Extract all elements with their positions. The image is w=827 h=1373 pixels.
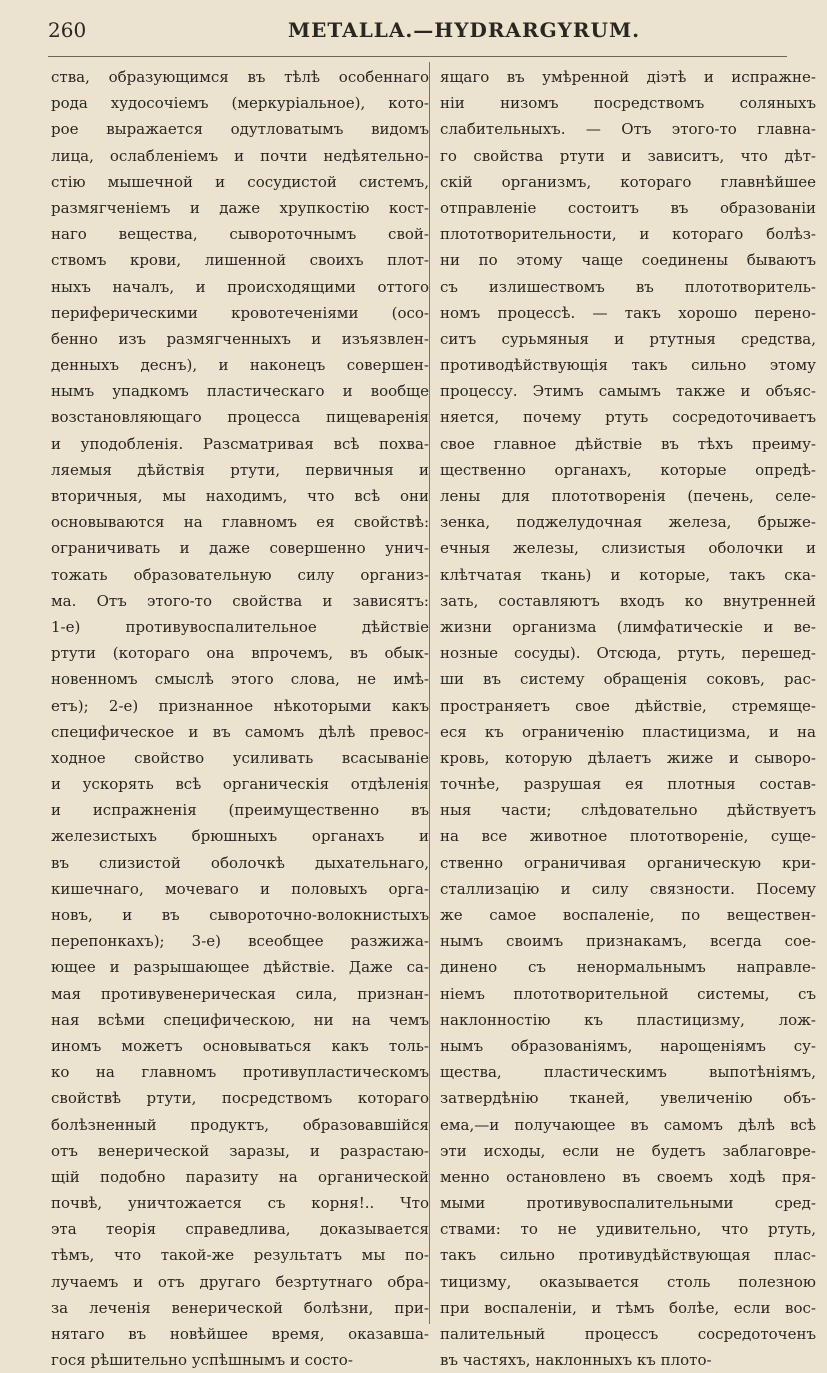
text-line: отправленіе состоитъ въ образованіи: [440, 198, 816, 217]
text-line: такъ сильно противудѣйствующая плас-: [440, 1246, 816, 1265]
text-line: зать, составляютъ входъ ко внутренней: [440, 591, 816, 610]
text-line: мая противувенерическая сила, признан-: [51, 984, 429, 1003]
text-line: динено съ ненормальнымъ направле-: [440, 958, 816, 977]
text-line: пространяетъ свое дѣйствіе, стремяще-: [440, 696, 816, 715]
text-line: свое главное дѣйствіе въ тѣхъ преиму-: [440, 434, 816, 453]
text-line: ніемъ плототворительной системы, съ: [440, 984, 816, 1003]
text-line: тицизму, оказывается столь полезною: [440, 1272, 816, 1291]
text-line: железистыхъ брюшныхъ органахъ и: [51, 827, 429, 846]
text-line: ства, образующимся въ тѣлѣ особеннаго: [51, 68, 429, 86]
page-number: 260: [48, 18, 87, 42]
left-column: [51, 64, 429, 1373]
text-line: же самое воспаленіе, по веществен-: [440, 906, 816, 924]
text-line: новенномъ смыслѣ этого слова, не имѣ-: [51, 670, 429, 689]
text-line: лучаемъ и отъ другаго безртутнаго обра-: [51, 1272, 429, 1291]
text-line: лица, ослабленіемъ и почти недѣятельно-: [51, 146, 429, 165]
text-line: тожать образовательную силу организ-: [51, 565, 429, 584]
text-line: ственно ограничивая органическую кри-: [440, 853, 816, 872]
text-line: нятаго въ новѣйшее время, оказавша-: [51, 1325, 429, 1343]
text-line: кровь, которую дѣлаетъ жиже и сыворо-: [440, 748, 816, 767]
text-line: затвердѣнію тканей, увеличенію объ-: [440, 1089, 816, 1108]
right-column: [440, 64, 816, 1373]
text-line: возстановляющаго процесса пищеваренія: [51, 408, 429, 427]
text-line: нымъ своимъ признакамъ, всегда сое-: [440, 932, 816, 951]
text-line: при воспаленіи, и тѣмъ болѣе, если вос-: [440, 1298, 816, 1317]
text-line: размягченіемъ и даже хрупкостію кост-: [51, 198, 429, 217]
text-line: ситъ сурьмяныя и ртутныя средства,: [440, 329, 816, 348]
text-line: мыми противувоспалительными сред-: [440, 1194, 816, 1213]
text-line: ствами: то не удивительно, что ртуть,: [440, 1220, 816, 1239]
text-line: ніи низомъ посредствомъ соляныхъ: [440, 94, 816, 113]
text-line: противодѣйствующія такъ сильно этому: [440, 356, 816, 375]
text-line: няется, почему ртуть сосредоточиваетъ: [440, 408, 816, 427]
text-line: ящаго въ умѣренной діэтѣ и испражне-: [440, 68, 816, 86]
page-header: [48, 18, 787, 46]
text-line: щественно органахъ, которые опредѣ-: [440, 460, 816, 479]
running-title: METALLA.—HYDRARGYRUM.: [288, 18, 641, 42]
text-line: ная всѣми специфическою, ни на чемъ: [51, 1010, 429, 1029]
text-line: клѣтчатая ткань) и которые, такъ ска-: [440, 565, 816, 584]
text-line: новъ, и въ сывороточно-волокнистыхъ: [51, 906, 429, 924]
text-line: иномъ можетъ основываться какъ толь-: [51, 1036, 429, 1055]
text-line: болѣзненный продуктъ, образовавшійся: [51, 1115, 429, 1134]
text-line: щества, пластическимъ выпотѣніямъ,: [440, 1063, 816, 1082]
text-line: ограничивать и даже совершенно унич-: [51, 539, 429, 558]
text-line: плототворительности, и котораго болѣз-: [440, 225, 816, 244]
text-line: перепонкахъ); 3-е) всеобщее разжижа-: [51, 932, 429, 951]
text-line: еся къ ограниченію пластицизма, и на: [440, 722, 816, 741]
text-line: жизни организма (лимфатическіе и ве-: [440, 617, 816, 636]
text-line: процессу. Этимъ самымъ также и объяс-: [440, 382, 816, 401]
text-line: ко на главномъ противупластическомъ: [51, 1063, 429, 1082]
text-line: 1-е) противувоспалительное дѣйствіе: [51, 617, 429, 636]
column-divider: [429, 62, 430, 1324]
text-line: эта теорія справедлива, доказывается: [51, 1220, 429, 1239]
text-line: ма. Отъ этого-то свойства и зависятъ:: [51, 591, 429, 610]
text-line: ствомъ крови, лишенной своихъ плот-: [51, 251, 429, 270]
text-line: ходное свойство усиливать всасываніе: [51, 748, 429, 767]
text-line: номъ процессѣ. — такъ хорошо перено-: [440, 303, 816, 322]
text-line: специфическое и въ самомъ дѣлѣ превос-: [51, 722, 429, 741]
text-line: наклонностію къ пластицизму, лож-: [440, 1010, 816, 1029]
text-line: щій подобно паразиту на органической: [51, 1167, 429, 1186]
text-line: ечныя железы, слизистыя оболочки и: [440, 539, 816, 558]
text-line: и ускорять всѣ органическія отдѣленія: [51, 775, 429, 794]
text-line: ртути (котораго она впрочемъ, въ обык-: [51, 644, 429, 663]
text-line: ныя части; слѣдовательно дѣйствуетъ: [440, 801, 816, 820]
text-line: ема,—и получающее въ самомъ дѣлѣ всѣ: [440, 1115, 816, 1134]
text-line: нозные сосуды). Отсюда, ртуть, перешед-: [440, 644, 816, 663]
text-line: основываются на главномъ ея свойствѣ:: [51, 513, 429, 532]
text-line: сталлизацію и силу связности. Посему: [440, 879, 816, 898]
text-line: кишечнаго, мочеваго и половыхъ орга-: [51, 879, 429, 898]
text-line: рое выражается одутловатымъ видомъ: [51, 120, 429, 139]
text-line: эти исходы, если не будетъ заблаговре-: [440, 1141, 816, 1160]
text-line: на все животное плототвореніе, суще-: [440, 827, 816, 846]
text-line: и испражненія (преимущественно въ: [51, 801, 429, 820]
text-line: ныхъ началъ, и происходящими оттого: [51, 277, 429, 296]
text-line: нымъ упадкомъ пластическаго и вообще: [51, 382, 429, 401]
text-line: стію мышечной и сосудистой системъ,: [51, 172, 429, 191]
text-line: ши въ систему обращенія соковъ, рас-: [440, 670, 816, 689]
text-line: за леченія венерической болѣзни, при-: [51, 1298, 429, 1317]
text-line: рода худосочіемъ (меркуріальное), кото-: [51, 94, 429, 113]
text-line: почвѣ, уничтожается съ корня!.. Что: [51, 1194, 429, 1213]
text-line: слабительныхъ. — Отъ этого-то главна-: [440, 120, 816, 139]
text-line: съ излишествомъ въ плототворитель-: [440, 277, 816, 296]
text-line: точнѣе, разрушая ея плотныя состав-: [440, 775, 816, 794]
text-line: и уподобленія. Разсматривая всѣ похва-: [51, 434, 429, 453]
text-line: гося рѣшительно успѣшнымъ и состо-: [51, 1351, 353, 1370]
text-line: ляемыя дѣйствія ртути, первичныя и: [51, 460, 429, 479]
text-line: лены для плототворенія (печень, селе-: [440, 487, 816, 505]
text-line: зенка, поджелудочная железа, брыже-: [440, 513, 816, 532]
text-line: наго вещества, сывороточнымъ свой-: [51, 225, 429, 244]
text-line: менно остановлено въ своемъ ходѣ пря-: [440, 1167, 816, 1186]
text-line: тѣмъ, что такой-же результатъ мы по-: [51, 1246, 429, 1265]
text-line: периферическими кровотеченіями (осо-: [51, 303, 429, 322]
text-line: вторичныя, мы находимъ, что всѣ они: [51, 487, 429, 505]
text-line: палительный процессъ сосредоточенъ: [440, 1325, 816, 1343]
text-line: скій организмъ, котораго главнѣйшее: [440, 172, 816, 191]
text-line: ющее и разрышающее дѣйствіе. Даже са-: [51, 958, 429, 977]
text-line: въ частяхъ, наклонныхъ къ плото-: [440, 1351, 712, 1370]
text-line: бенно изъ размягченныхъ и изъязвлен-: [51, 329, 429, 348]
text-line: етъ); 2-е) признанное нѣкоторыми какъ: [51, 696, 429, 715]
text-line: го свойства ртути и зависитъ, что дѣт-: [440, 146, 816, 165]
header-rule: [48, 56, 787, 57]
text-line: отъ венерической заразы, и разрастаю-: [51, 1141, 429, 1160]
text-line: денныхъ деснъ), и наконецъ совершен-: [51, 356, 429, 375]
text-line: свойствѣ ртути, посредствомъ котораго: [51, 1089, 429, 1108]
text-line: въ слизистой оболочкѣ дыхательнаго,: [51, 853, 429, 872]
text-line: нымъ образованіямъ, нарощеніямъ су-: [440, 1036, 816, 1055]
text-line: ни по этому чаще соединены бываютъ: [440, 251, 816, 270]
